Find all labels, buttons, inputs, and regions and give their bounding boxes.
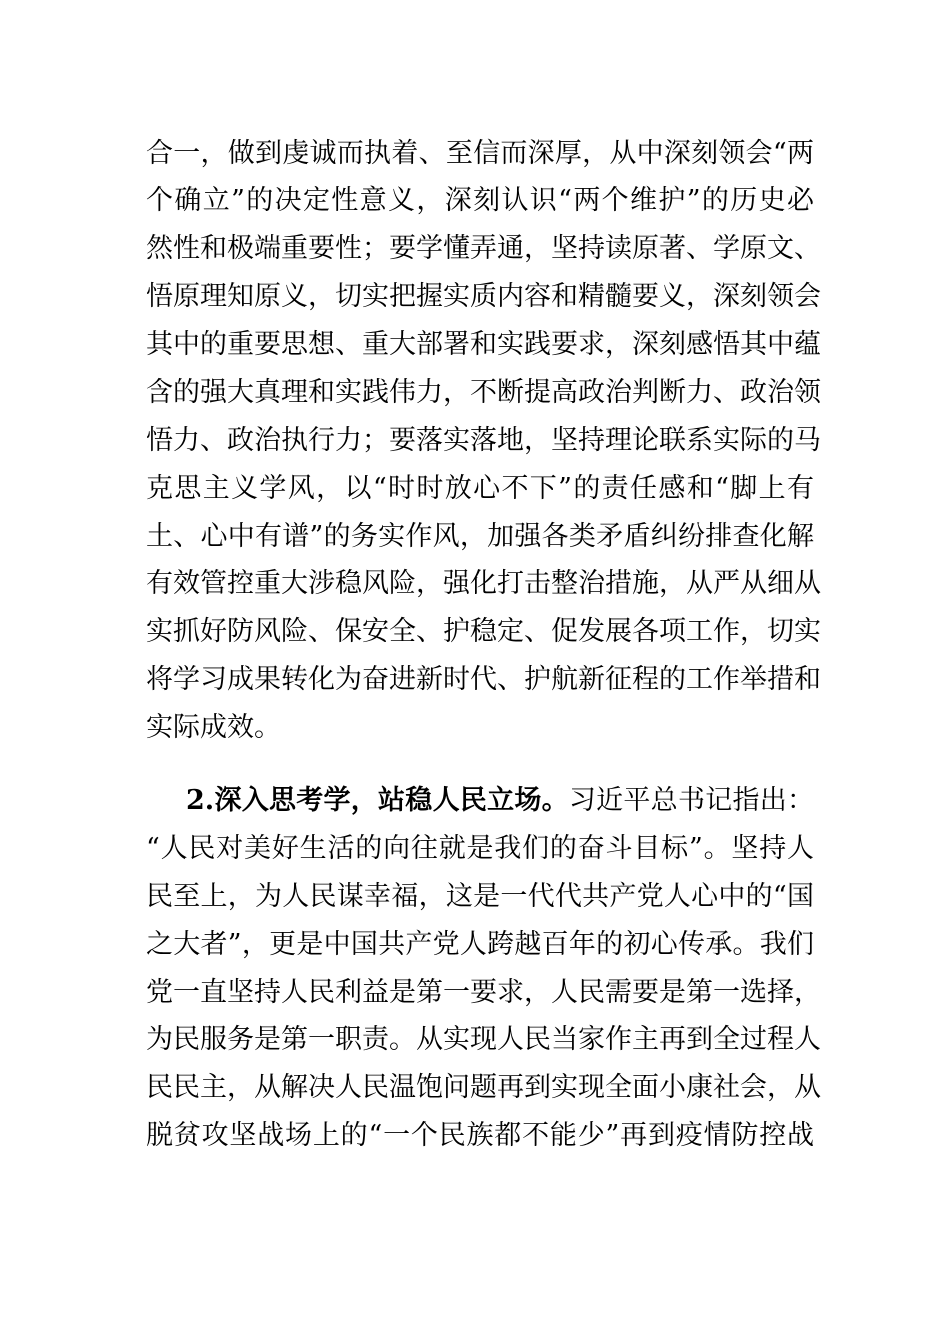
paragraph1-line-13: 实际成效。: [146, 712, 281, 743]
paragraph1-line-12: 将学习成果转化为奋进新时代、护航新征程的工作举措和: [146, 664, 821, 695]
paragraph2-line-8: 脱贫攻坚战场上的“一个民族都不能少”再到疫情防控战: [146, 1120, 814, 1151]
paragraph1-line-5: 其中的重要思想、重大部署和实践要求，深刻感悟其中蕴: [146, 329, 821, 360]
paragraph1-line-3: 然性和极端重要性；要学懂弄通，坚持读原著、学原文、: [146, 233, 821, 264]
paragraph1-line-9: 土、心中有谱”的务实作风，加强各类矛盾纠纷排查化解: [146, 521, 814, 552]
paragraph1-line-10: 有效管控重大涉稳风险，强化打击整治措施，从严从细从: [146, 568, 821, 599]
paragraph1-line-7: 悟力、政治执行力；要落实落地，坚持理论联系实际的马: [146, 425, 821, 456]
paragraph2-line-5: 党一直坚持人民利益是第一要求，人民需要是第一选择，: [146, 977, 821, 1008]
paragraph2-first-line: [186, 781, 814, 821]
paragraph1-line-4: 悟原理知原义，切实把握实质内容和精髓要义，深刻领会: [146, 281, 821, 312]
paragraph1-line-6: 含的强大真理和实践伟力，不断提高政治判断力、政治领: [146, 377, 821, 408]
section-heading: 2.深入思考学，站稳人民立场。: [186, 785, 569, 816]
section-heading-rest: 习近平总书记指出：: [568, 785, 815, 816]
paragraph2-line-6: 为民服务是第一职责。从实现人民当家作主再到全过程人: [146, 1024, 821, 1055]
paragraph1-line-1: 合一，做到虔诚而执着、至信而深厚，从中深刻领会“两: [146, 138, 814, 169]
paragraph1-line-2: 个确立”的决定性意义，深刻认识“两个维护”的历史必: [146, 185, 814, 216]
paragraph2-line-7: 民民主，从解决人民温饱问题再到实现全面小康社会，从: [146, 1072, 821, 1103]
paragraph2-line-3: 民至上，为人民谋幸福，这是一代代共产党人心中的“国: [146, 881, 814, 912]
paragraph2-line-2: “人民对美好生活的向往就是我们的奋斗目标”。坚持人: [146, 833, 814, 864]
paragraph1-line-8: 克思主义学风，以“时时放心不下”的责任感和“脚上有: [146, 473, 814, 504]
paragraph1-line-11: 实抓好防风险、保安全、护稳定、促发展各项工作，切实: [146, 616, 821, 647]
paragraph2-line-4: 之大者”，更是中国共产党人跨越百年的初心传承。我们: [146, 929, 814, 960]
